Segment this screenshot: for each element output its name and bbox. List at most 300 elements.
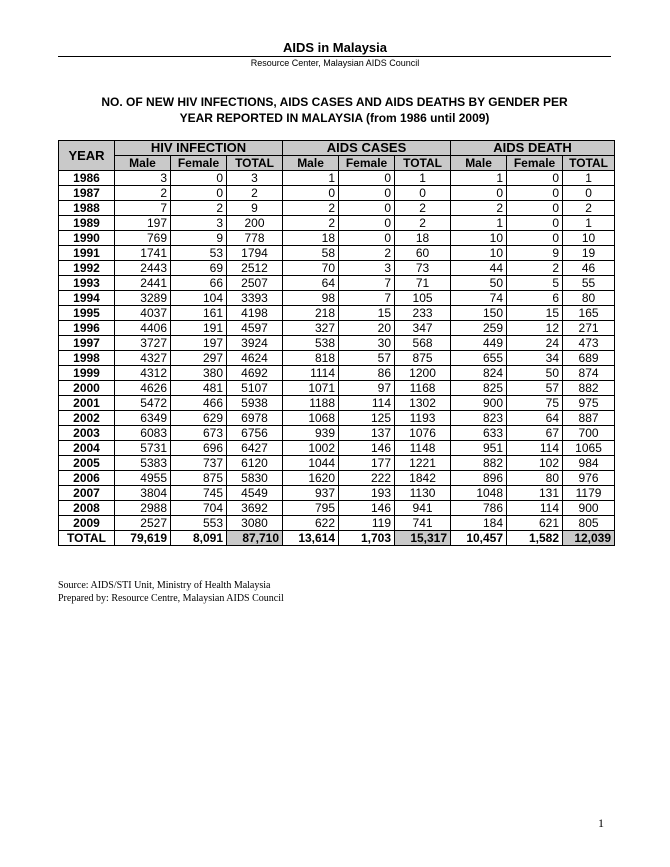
value-cell: 2	[283, 201, 339, 216]
value-cell: 704	[171, 501, 227, 516]
value-cell: 553	[171, 516, 227, 531]
value-cell: 0	[507, 216, 563, 231]
value-cell: 795	[283, 501, 339, 516]
total-value-cell: 941	[395, 501, 451, 516]
total-value-cell: 4692	[227, 366, 283, 381]
value-cell: 1620	[283, 471, 339, 486]
table-row	[59, 336, 615, 351]
value-cell: 655	[451, 351, 507, 366]
value-cell: 2443	[115, 261, 171, 276]
value-cell: 58	[283, 246, 339, 261]
value-cell: 3727	[115, 336, 171, 351]
value-cell: 4312	[115, 366, 171, 381]
value-cell: 875	[171, 471, 227, 486]
subheader-cell: Male	[115, 156, 171, 171]
table-row	[59, 501, 615, 516]
value-cell: 64	[283, 276, 339, 291]
year-cell: 1996	[59, 321, 115, 336]
total-cell: 8,091	[171, 531, 227, 546]
value-cell: 146	[339, 441, 395, 456]
value-cell: 34	[507, 351, 563, 366]
value-cell: 218	[283, 306, 339, 321]
value-cell: 673	[171, 426, 227, 441]
subheader-cell: Female	[507, 156, 563, 171]
value-cell: 0	[507, 171, 563, 186]
value-cell: 97	[339, 381, 395, 396]
total-value-cell: 10	[563, 231, 615, 246]
value-cell: 1068	[283, 411, 339, 426]
table-body	[59, 171, 615, 531]
value-cell: 0	[339, 216, 395, 231]
year-cell: 2007	[59, 486, 115, 501]
table-row	[59, 276, 615, 291]
total-value-cell: 1148	[395, 441, 451, 456]
table-row	[59, 411, 615, 426]
value-cell: 2	[451, 201, 507, 216]
value-cell: 1002	[283, 441, 339, 456]
value-cell: 380	[171, 366, 227, 381]
total-value-cell: 19	[563, 246, 615, 261]
total-value-cell: 3	[227, 171, 283, 186]
value-cell: 0	[339, 201, 395, 216]
value-cell: 15	[507, 306, 563, 321]
value-cell: 824	[451, 366, 507, 381]
value-cell: 1741	[115, 246, 171, 261]
table-row	[59, 216, 615, 231]
total-value-cell: 18	[395, 231, 451, 246]
value-cell: 0	[339, 186, 395, 201]
total-value-cell: 1	[395, 171, 451, 186]
value-cell: 177	[339, 456, 395, 471]
total-value-cell: 1065	[563, 441, 615, 456]
total-value-cell: 778	[227, 231, 283, 246]
total-value-cell: 882	[563, 381, 615, 396]
header-rule	[58, 56, 611, 57]
value-cell: 1188	[283, 396, 339, 411]
table-row	[59, 516, 615, 531]
total-value-cell: 2507	[227, 276, 283, 291]
total-value-cell: 700	[563, 426, 615, 441]
total-value-cell: 105	[395, 291, 451, 306]
total-value-cell: 271	[563, 321, 615, 336]
value-cell: 7	[115, 201, 171, 216]
value-cell: 449	[451, 336, 507, 351]
total-cell: 15,317	[395, 531, 451, 546]
total-value-cell: 1168	[395, 381, 451, 396]
value-cell: 131	[507, 486, 563, 501]
value-cell: 66	[171, 276, 227, 291]
value-cell: 102	[507, 456, 563, 471]
total-value-cell: 805	[563, 516, 615, 531]
table-row	[59, 396, 615, 411]
total-value-cell: 1193	[395, 411, 451, 426]
value-cell: 696	[171, 441, 227, 456]
year-cell: 1998	[59, 351, 115, 366]
group-header-aids-cases: AIDS CASES	[283, 141, 451, 156]
value-cell: 3804	[115, 486, 171, 501]
year-cell: 2002	[59, 411, 115, 426]
total-cell: 1,582	[507, 531, 563, 546]
value-cell: 114	[339, 396, 395, 411]
value-cell: 184	[451, 516, 507, 531]
total-row	[59, 531, 615, 546]
value-cell: 951	[451, 441, 507, 456]
total-value-cell: 4597	[227, 321, 283, 336]
subheader-cell: TOTAL	[563, 156, 615, 171]
value-cell: 3289	[115, 291, 171, 306]
statistics-table	[58, 140, 615, 546]
total-value-cell: 60	[395, 246, 451, 261]
value-cell: 896	[451, 471, 507, 486]
total-value-cell: 200	[227, 216, 283, 231]
year-cell: 1987	[59, 186, 115, 201]
total-value-cell: 71	[395, 276, 451, 291]
total-value-cell: 1076	[395, 426, 451, 441]
total-value-cell: 1200	[395, 366, 451, 381]
total-value-cell: 874	[563, 366, 615, 381]
value-cell: 114	[507, 441, 563, 456]
value-cell: 9	[507, 246, 563, 261]
table-row	[59, 381, 615, 396]
total-value-cell: 887	[563, 411, 615, 426]
year-cell: 1988	[59, 201, 115, 216]
value-cell: 5383	[115, 456, 171, 471]
total-value-cell: 1221	[395, 456, 451, 471]
value-cell: 786	[451, 501, 507, 516]
value-cell: 1	[283, 171, 339, 186]
year-cell: 1999	[59, 366, 115, 381]
year-cell: 1990	[59, 231, 115, 246]
value-cell: 0	[507, 231, 563, 246]
total-value-cell: 0	[395, 186, 451, 201]
value-cell: 297	[171, 351, 227, 366]
value-cell: 119	[339, 516, 395, 531]
total-value-cell: 2512	[227, 261, 283, 276]
value-cell: 70	[283, 261, 339, 276]
table-row	[59, 351, 615, 366]
total-value-cell: 2	[563, 201, 615, 216]
source-note	[58, 579, 284, 605]
value-cell: 818	[283, 351, 339, 366]
subheader-cell: Male	[283, 156, 339, 171]
value-cell: 2441	[115, 276, 171, 291]
total-value-cell: 984	[563, 456, 615, 471]
value-cell: 197	[115, 216, 171, 231]
total-value-cell: 4198	[227, 306, 283, 321]
total-value-cell: 1	[563, 216, 615, 231]
value-cell: 197	[171, 336, 227, 351]
source-line: Source: AIDS/STI Unit, Ministry of Health Malaysia	[58, 580, 271, 591]
value-cell: 1071	[283, 381, 339, 396]
year-cell: 2000	[59, 381, 115, 396]
total-value-cell: 1302	[395, 396, 451, 411]
total-value-cell: 3692	[227, 501, 283, 516]
header-title: AIDS in Malaysia	[282, 40, 388, 55]
value-cell: 1	[451, 216, 507, 231]
header-subtitle: Resource Center, Malaysian AIDS Council	[250, 58, 420, 68]
total-cell: 13,614	[283, 531, 339, 546]
table-row	[59, 471, 615, 486]
value-cell: 146	[339, 501, 395, 516]
group-header-aids-death: AIDS DEATH	[451, 141, 615, 156]
total-value-cell: 55	[563, 276, 615, 291]
total-label: TOTAL	[59, 531, 115, 546]
total-value-cell: 5938	[227, 396, 283, 411]
value-cell: 2	[339, 246, 395, 261]
page-number: 1	[598, 816, 604, 830]
value-cell: 769	[115, 231, 171, 246]
group-header-row	[59, 141, 615, 156]
year-cell: 1989	[59, 216, 115, 231]
value-cell: 75	[507, 396, 563, 411]
total-value-cell: 689	[563, 351, 615, 366]
total-value-cell: 9	[227, 201, 283, 216]
total-value-cell: 233	[395, 306, 451, 321]
value-cell: 825	[451, 381, 507, 396]
value-cell: 4327	[115, 351, 171, 366]
total-value-cell: 3393	[227, 291, 283, 306]
total-value-cell: 2	[227, 186, 283, 201]
total-cell: 10,457	[451, 531, 507, 546]
value-cell: 222	[339, 471, 395, 486]
value-cell: 0	[171, 171, 227, 186]
value-cell: 24	[507, 336, 563, 351]
value-cell: 259	[451, 321, 507, 336]
value-cell: 3	[115, 171, 171, 186]
total-value-cell: 347	[395, 321, 451, 336]
total-value-cell: 741	[395, 516, 451, 531]
total-value-cell: 900	[563, 501, 615, 516]
value-cell: 50	[507, 366, 563, 381]
year-cell: 2009	[59, 516, 115, 531]
value-cell: 0	[171, 186, 227, 201]
value-cell: 114	[507, 501, 563, 516]
value-cell: 7	[339, 276, 395, 291]
table-row	[59, 171, 615, 186]
value-cell: 5731	[115, 441, 171, 456]
value-cell: 150	[451, 306, 507, 321]
total-value-cell: 0	[563, 186, 615, 201]
value-cell: 0	[339, 231, 395, 246]
value-cell: 4037	[115, 306, 171, 321]
value-cell: 1044	[283, 456, 339, 471]
table-row	[59, 231, 615, 246]
table-row	[59, 186, 615, 201]
value-cell: 74	[451, 291, 507, 306]
total-value-cell: 6427	[227, 441, 283, 456]
value-cell: 67	[507, 426, 563, 441]
subheader-cell: Male	[451, 156, 507, 171]
value-cell: 622	[283, 516, 339, 531]
value-cell: 937	[283, 486, 339, 501]
total-value-cell: 5107	[227, 381, 283, 396]
total-value-cell: 6756	[227, 426, 283, 441]
subheader-row	[59, 156, 615, 171]
value-cell: 466	[171, 396, 227, 411]
year-cell: 2008	[59, 501, 115, 516]
year-cell: 1997	[59, 336, 115, 351]
value-cell: 44	[451, 261, 507, 276]
year-cell: 1995	[59, 306, 115, 321]
value-cell: 0	[283, 186, 339, 201]
value-cell: 125	[339, 411, 395, 426]
total-value-cell: 2	[395, 201, 451, 216]
table-header	[59, 141, 615, 171]
value-cell: 1114	[283, 366, 339, 381]
value-cell: 98	[283, 291, 339, 306]
document-title-line-1: NO. OF NEW HIV INFECTIONS, AIDS CASES AND AIDS DEATHS BY GENDER PER	[101, 95, 568, 109]
table-footer	[59, 531, 615, 546]
value-cell: 53	[171, 246, 227, 261]
year-cell: 2001	[59, 396, 115, 411]
total-value-cell: 1130	[395, 486, 451, 501]
table-row	[59, 246, 615, 261]
value-cell: 2	[283, 216, 339, 231]
document-title	[58, 94, 611, 126]
value-cell: 4626	[115, 381, 171, 396]
total-value-cell: 975	[563, 396, 615, 411]
value-cell: 2988	[115, 501, 171, 516]
total-value-cell: 875	[395, 351, 451, 366]
table-row	[59, 291, 615, 306]
value-cell: 481	[171, 381, 227, 396]
table-row	[59, 486, 615, 501]
value-cell: 0	[451, 186, 507, 201]
value-cell: 3	[171, 216, 227, 231]
value-cell: 3	[339, 261, 395, 276]
total-value-cell: 976	[563, 471, 615, 486]
value-cell: 538	[283, 336, 339, 351]
table-row	[59, 201, 615, 216]
table-row	[59, 426, 615, 441]
table-row	[59, 441, 615, 456]
total-value-cell: 473	[563, 336, 615, 351]
year-cell: 1993	[59, 276, 115, 291]
year-cell: 1986	[59, 171, 115, 186]
value-cell: 5	[507, 276, 563, 291]
year-cell: 2003	[59, 426, 115, 441]
value-cell: 137	[339, 426, 395, 441]
table-row	[59, 456, 615, 471]
total-value-cell: 165	[563, 306, 615, 321]
document-title-line-2: YEAR REPORTED IN MALAYSIA (from 1986 until 2009)	[179, 111, 490, 125]
total-value-cell: 3924	[227, 336, 283, 351]
value-cell: 4955	[115, 471, 171, 486]
value-cell: 10	[451, 246, 507, 261]
year-cell: 2004	[59, 441, 115, 456]
total-value-cell: 1794	[227, 246, 283, 261]
total-cell: 79,619	[115, 531, 171, 546]
value-cell: 57	[339, 351, 395, 366]
value-cell: 633	[451, 426, 507, 441]
value-cell: 823	[451, 411, 507, 426]
value-cell: 0	[507, 186, 563, 201]
table-row	[59, 261, 615, 276]
total-value-cell: 46	[563, 261, 615, 276]
value-cell: 9	[171, 231, 227, 246]
year-cell: 1994	[59, 291, 115, 306]
value-cell: 5472	[115, 396, 171, 411]
total-cell: 87,710	[227, 531, 283, 546]
table-row	[59, 366, 615, 381]
value-cell: 64	[507, 411, 563, 426]
value-cell: 737	[171, 456, 227, 471]
value-cell: 10	[451, 231, 507, 246]
value-cell: 15	[339, 306, 395, 321]
value-cell: 12	[507, 321, 563, 336]
value-cell: 4406	[115, 321, 171, 336]
total-value-cell: 6978	[227, 411, 283, 426]
value-cell: 1	[451, 171, 507, 186]
value-cell: 30	[339, 336, 395, 351]
value-cell: 6	[507, 291, 563, 306]
value-cell: 2	[171, 201, 227, 216]
total-value-cell: 1842	[395, 471, 451, 486]
value-cell: 50	[451, 276, 507, 291]
table-row	[59, 306, 615, 321]
total-value-cell: 3080	[227, 516, 283, 531]
value-cell: 57	[507, 381, 563, 396]
total-value-cell: 73	[395, 261, 451, 276]
total-value-cell: 1179	[563, 486, 615, 501]
value-cell: 327	[283, 321, 339, 336]
value-cell: 86	[339, 366, 395, 381]
prepared-by-line: Prepared by: Resource Centre, Malaysian AIDS Council	[58, 593, 284, 604]
value-cell: 900	[451, 396, 507, 411]
total-value-cell: 568	[395, 336, 451, 351]
value-cell: 18	[283, 231, 339, 246]
total-cell: 12,039	[563, 531, 615, 546]
total-value-cell: 5830	[227, 471, 283, 486]
value-cell: 745	[171, 486, 227, 501]
subheader-cell: TOTAL	[395, 156, 451, 171]
table-row	[59, 321, 615, 336]
value-cell: 7	[339, 291, 395, 306]
page-header	[0, 40, 670, 55]
value-cell: 621	[507, 516, 563, 531]
value-cell: 80	[507, 471, 563, 486]
value-cell: 629	[171, 411, 227, 426]
year-header: YEAR	[59, 141, 115, 171]
value-cell: 0	[507, 201, 563, 216]
total-value-cell: 1	[563, 171, 615, 186]
value-cell: 939	[283, 426, 339, 441]
value-cell: 191	[171, 321, 227, 336]
value-cell: 882	[451, 456, 507, 471]
value-cell: 69	[171, 261, 227, 276]
value-cell: 0	[339, 171, 395, 186]
total-value-cell: 4624	[227, 351, 283, 366]
value-cell: 2	[507, 261, 563, 276]
group-header-hiv-infection: HIV INFECTION	[115, 141, 283, 156]
value-cell: 20	[339, 321, 395, 336]
subheader-cell: Female	[339, 156, 395, 171]
year-cell: 2006	[59, 471, 115, 486]
value-cell: 2527	[115, 516, 171, 531]
subheader-cell: TOTAL	[227, 156, 283, 171]
value-cell: 193	[339, 486, 395, 501]
total-value-cell: 80	[563, 291, 615, 306]
year-cell: 2005	[59, 456, 115, 471]
value-cell: 161	[171, 306, 227, 321]
total-value-cell: 2	[395, 216, 451, 231]
year-cell: 1992	[59, 261, 115, 276]
value-cell: 104	[171, 291, 227, 306]
total-value-cell: 6120	[227, 456, 283, 471]
value-cell: 6083	[115, 426, 171, 441]
subheader-cell: Female	[171, 156, 227, 171]
value-cell: 2	[115, 186, 171, 201]
